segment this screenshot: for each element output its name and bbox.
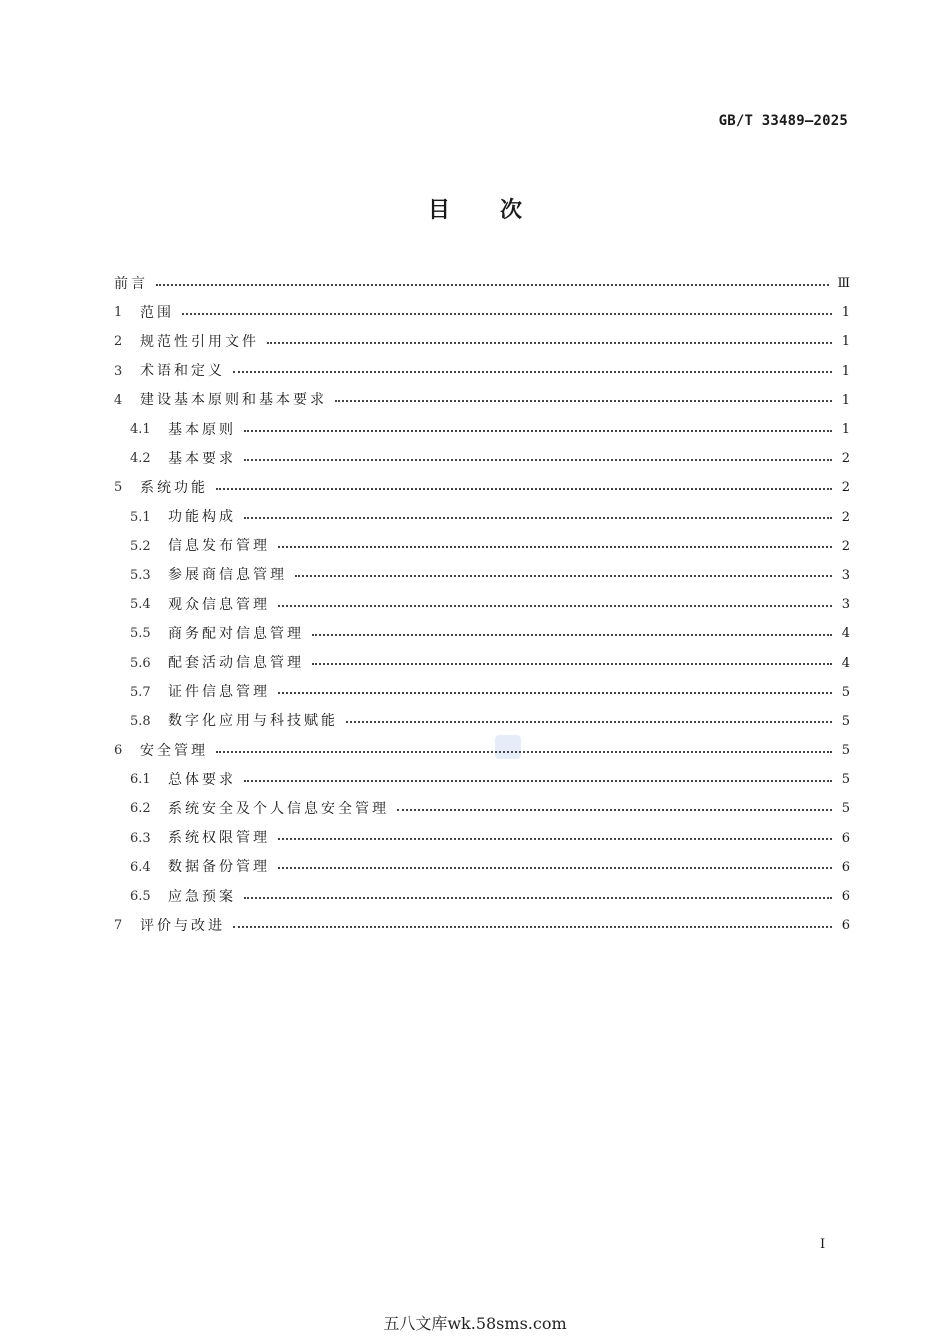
toc-entry[interactable] (114, 911, 850, 940)
toc-entry-label: 总体要求 (168, 771, 236, 788)
toc-entry[interactable] (114, 853, 850, 882)
toc-entry[interactable] (114, 794, 850, 823)
toc-entry-page: 1 (841, 334, 850, 350)
toc-entry-page: 5 (841, 713, 850, 729)
toc-entry-label: 配套活动信息管理 (168, 655, 304, 672)
toc-dot-leader (267, 342, 832, 344)
toc-entry[interactable] (114, 678, 850, 707)
toc-entry-label: 数据备份管理 (168, 859, 270, 876)
toc-dot-leader (278, 605, 832, 607)
toc-dot-leader (295, 575, 832, 577)
toc-entry[interactable] (114, 327, 850, 356)
toc-entry[interactable] (114, 619, 850, 648)
toc-entry-number: 2 (114, 334, 123, 350)
toc-entry-number: 5.7 (130, 684, 151, 700)
toc-entry-label: 规范性引用文件 (140, 333, 259, 350)
toc-dot-leader (278, 546, 832, 548)
toc-dot-leader (346, 721, 832, 723)
toc-entry-page: 2 (841, 480, 850, 496)
toc-entry-page: 5 (841, 801, 850, 817)
toc-entry-number: 6.4 (130, 859, 151, 875)
toc-entry-number: 5.3 (130, 567, 151, 583)
toc-entry-page: 3 (841, 567, 850, 583)
toc-entry[interactable] (114, 561, 850, 590)
toc-entry-label: 系统功能 (140, 479, 208, 496)
toc-entry-label: 信息发布管理 (168, 538, 270, 555)
toc-entry-number: 6 (114, 743, 123, 759)
toc-dot-leader (244, 780, 832, 782)
toc-entry[interactable] (114, 648, 850, 677)
toc-entry-page: 4 (841, 626, 850, 642)
toc-entry-page: 2 (841, 451, 850, 467)
toc-dot-leader (278, 867, 832, 869)
toc-dot-leader (312, 634, 832, 636)
toc-entry[interactable] (114, 736, 850, 765)
toc-entry-number: 6.3 (130, 830, 151, 846)
toc-entry[interactable] (114, 532, 850, 561)
toc-entry-label: 安全管理 (140, 742, 208, 759)
toc-entry-page: 5 (841, 772, 850, 788)
toc-entry-number: 5.8 (130, 713, 151, 729)
toc-entry-number: 5.1 (130, 509, 151, 525)
page-title: 目次 (427, 198, 572, 223)
toc-entry-page: 6 (841, 830, 850, 846)
toc-entry-number: 5 (114, 480, 123, 496)
toc-dot-leader (278, 692, 832, 694)
toc-entry-number: 3 (114, 363, 123, 379)
toc-entry-number: 5.4 (130, 597, 151, 613)
toc-entry-page: 1 (841, 305, 850, 321)
toc-entry[interactable] (114, 415, 850, 444)
page-number: I (820, 1237, 826, 1252)
toc-entry-label: 功能构成 (168, 509, 236, 526)
toc-entry-number: 6.1 (130, 772, 151, 788)
toc-entry-label: 基本要求 (168, 450, 236, 467)
toc-entry-label: 术语和定义 (140, 363, 225, 380)
toc-entry[interactable] (114, 503, 850, 532)
toc-dot-leader (182, 313, 832, 315)
toc-entry-page: 1 (841, 363, 850, 379)
toc-entry-number: 4.2 (130, 451, 151, 467)
toc-entry-label: 建设基本原则和基本要求 (140, 392, 327, 409)
watermark-text: 五八文库wk.58sms.com (383, 1314, 567, 1333)
table-of-contents (114, 269, 850, 940)
toc-entry-page: 4 (841, 655, 850, 671)
toc-dot-leader (216, 751, 832, 753)
toc-dot-leader (244, 459, 832, 461)
toc-entry-page: 1 (841, 422, 850, 438)
toc-entry-number: 4 (114, 392, 123, 408)
toc-entry-label: 系统权限管理 (168, 830, 270, 847)
toc-entry-number: 7 (114, 918, 123, 934)
toc-entry[interactable] (114, 357, 850, 386)
toc-entry-page: 2 (841, 509, 850, 525)
toc-dot-leader (335, 400, 832, 402)
toc-entry-page: 6 (841, 859, 850, 875)
toc-entry-page: Ⅲ (837, 276, 850, 292)
toc-entry[interactable] (114, 473, 850, 502)
toc-entry-number: 1 (114, 305, 123, 321)
toc-entry-label: 应急预案 (168, 888, 236, 905)
toc-entry[interactable] (114, 444, 850, 473)
toc-entry-page: 1 (841, 392, 850, 408)
toc-entry-label: 系统安全及个人信息安全管理 (168, 800, 389, 817)
toc-dot-leader (216, 488, 832, 490)
toc-entry-number: 5.2 (130, 538, 151, 554)
toc-entry[interactable] (114, 269, 850, 298)
toc-entry-page: 6 (841, 918, 850, 934)
toc-entry-page: 6 (841, 889, 850, 905)
toc-entry-number: 4.1 (130, 422, 151, 438)
toc-entry-label: 评价与改进 (140, 917, 225, 934)
toc-entry-page: 3 (841, 597, 850, 613)
toc-dot-leader (156, 284, 829, 286)
toc-dot-leader (244, 430, 832, 432)
toc-entry[interactable] (114, 298, 850, 327)
toc-entry-number: 6.2 (130, 801, 151, 817)
toc-dot-leader (244, 517, 832, 519)
toc-entry[interactable] (114, 386, 850, 415)
toc-entry-label: 前言 (114, 275, 148, 292)
toc-dot-leader (233, 371, 832, 373)
toc-entry[interactable] (114, 765, 850, 794)
toc-dot-leader (278, 838, 832, 840)
toc-entry-number: 5.6 (130, 655, 151, 671)
toc-entry-label: 商务配对信息管理 (168, 625, 304, 642)
toc-entry[interactable] (114, 824, 850, 853)
toc-entry-label: 参展商信息管理 (168, 567, 287, 584)
toc-dot-leader (397, 809, 832, 811)
toc-dot-leader (233, 926, 832, 928)
toc-entry-label: 基本原则 (168, 421, 236, 438)
toc-entry[interactable] (114, 590, 850, 619)
toc-entry-label: 观众信息管理 (168, 596, 270, 613)
toc-dot-leader (244, 897, 832, 899)
toc-entry-label: 证件信息管理 (168, 684, 270, 701)
toc-entry-page: 2 (841, 538, 850, 554)
toc-entry-number: 6.5 (130, 889, 151, 905)
toc-entry-number: 5.5 (130, 626, 151, 642)
toc-entry-label: 数字化应用与科技赋能 (168, 713, 338, 730)
toc-entry-page: 5 (841, 743, 850, 759)
standard-code: GB/T 33489—2025 (718, 113, 848, 129)
toc-entry-label: 范围 (140, 304, 174, 321)
toc-entry[interactable] (114, 707, 850, 736)
toc-entry-page: 5 (841, 684, 850, 700)
toc-dot-leader (312, 663, 832, 665)
toc-entry[interactable] (114, 882, 850, 911)
